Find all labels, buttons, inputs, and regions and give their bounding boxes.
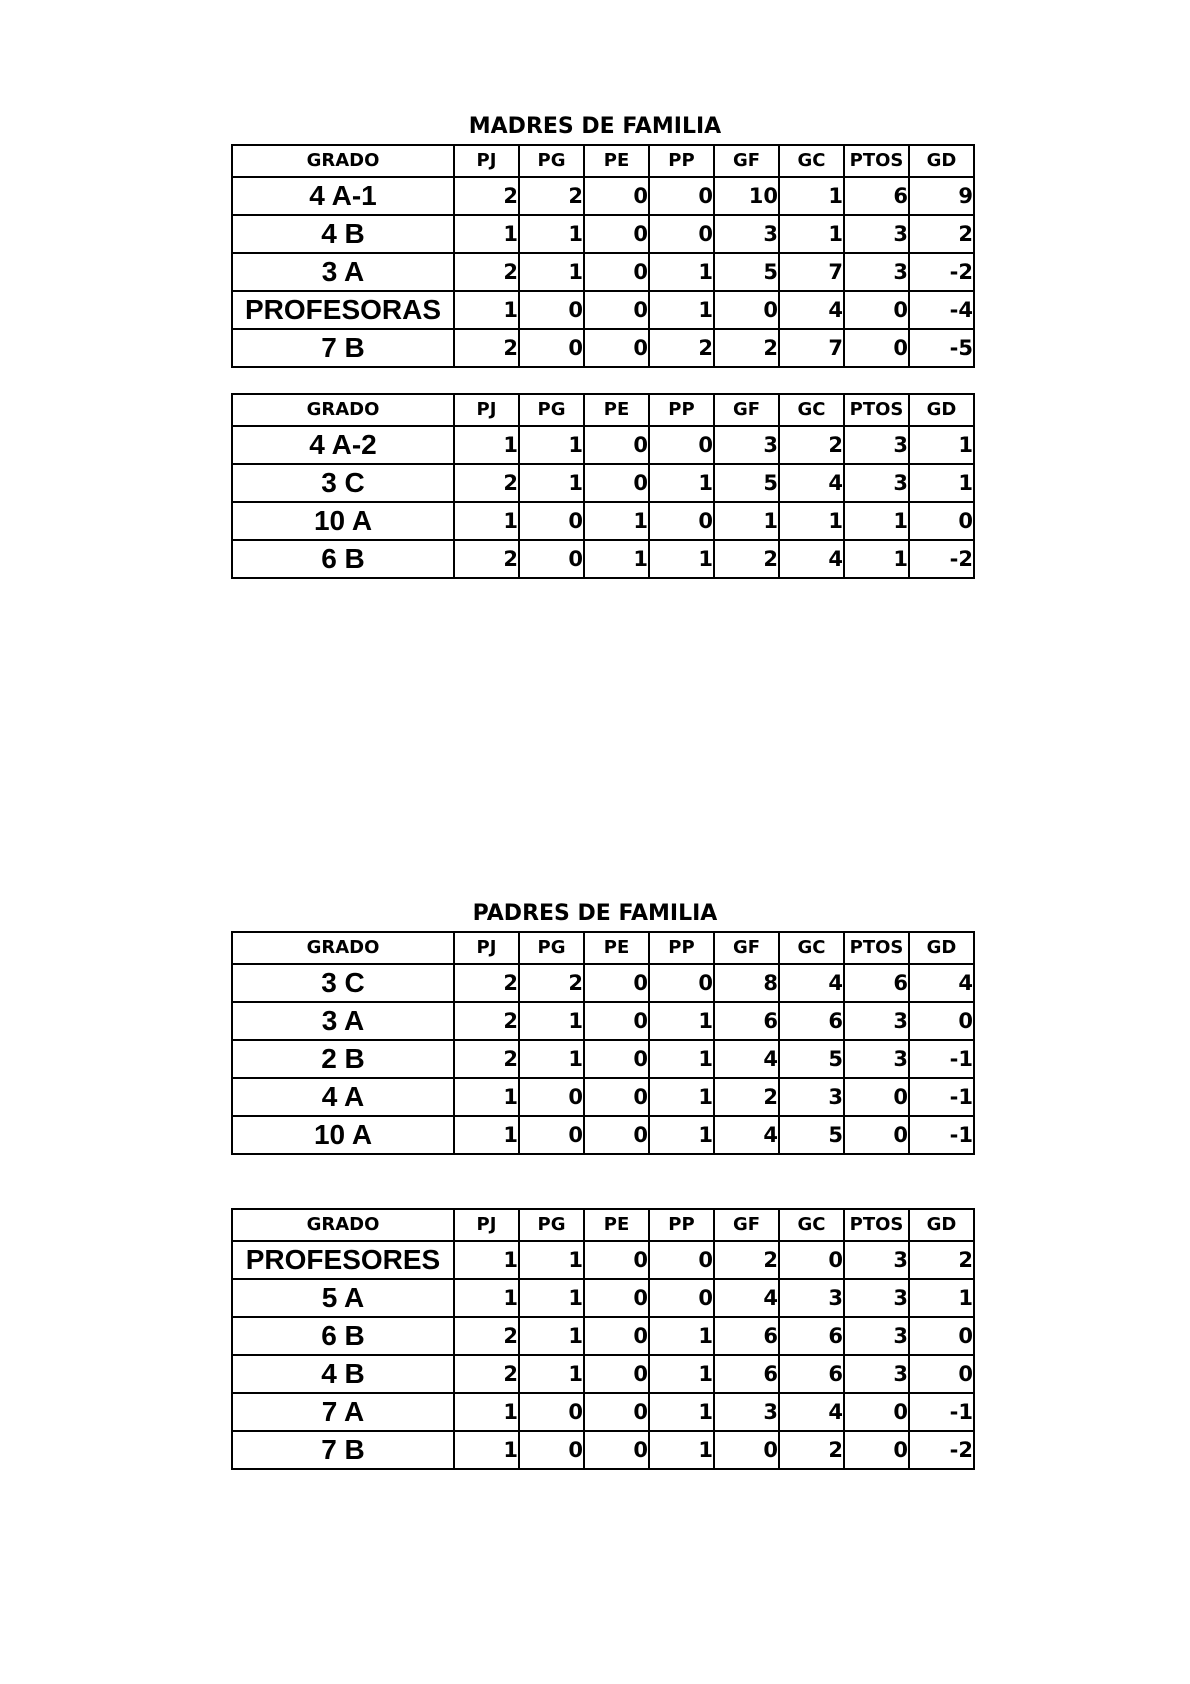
stat-cell: 7: [779, 253, 844, 291]
stat-cell: 0: [584, 464, 649, 502]
stat-cell: 1: [909, 1279, 974, 1317]
column-header: PTOS: [844, 1209, 909, 1241]
stat-cell: 1: [454, 1279, 519, 1317]
stat-cell: 1: [454, 426, 519, 464]
madres-table-1: [231, 144, 975, 368]
team-name-cell: 2 B: [232, 1040, 454, 1078]
column-header: GC: [779, 394, 844, 426]
stat-cell: 2: [714, 1078, 779, 1116]
column-header: GF: [714, 145, 779, 177]
stat-cell: 6: [779, 1355, 844, 1393]
stat-cell: -1: [909, 1078, 974, 1116]
team-name-cell: 7 B: [232, 329, 454, 367]
stat-cell: 0: [519, 1431, 584, 1469]
stat-cell: 3: [844, 253, 909, 291]
stat-cell: 0: [584, 1040, 649, 1078]
table-row: [232, 1393, 974, 1431]
team-name-cell: 3 A: [232, 253, 454, 291]
stat-cell: 1: [454, 1393, 519, 1431]
stat-cell: 1: [649, 1317, 714, 1355]
stat-cell: 0: [584, 1317, 649, 1355]
stat-cell: 1: [519, 464, 584, 502]
stat-cell: 2: [519, 964, 584, 1002]
table-row: [232, 291, 974, 329]
stat-cell: -2: [909, 253, 974, 291]
stat-cell: 0: [584, 253, 649, 291]
stat-cell: 1: [649, 1431, 714, 1469]
column-header: PTOS: [844, 932, 909, 964]
stat-cell: 1: [584, 540, 649, 578]
stat-cell: 1: [454, 215, 519, 253]
column-header: PJ: [454, 145, 519, 177]
column-header: GD: [909, 932, 974, 964]
stat-cell: 2: [909, 215, 974, 253]
table-row: [232, 1279, 974, 1317]
team-name-cell: PROFESORAS: [232, 291, 454, 329]
column-header: GF: [714, 932, 779, 964]
stat-cell: 2: [779, 426, 844, 464]
table-row: [232, 253, 974, 291]
column-header: GC: [779, 1209, 844, 1241]
table-row: [232, 1431, 974, 1469]
team-name-cell: 4 A-1: [232, 177, 454, 215]
stat-cell: 2: [454, 329, 519, 367]
team-name-cell: 7 A: [232, 1393, 454, 1431]
stat-cell: 2: [714, 1241, 779, 1279]
stat-cell: -1: [909, 1116, 974, 1154]
stat-cell: 4: [779, 540, 844, 578]
stat-cell: 4: [714, 1040, 779, 1078]
column-header: GRADO: [232, 932, 454, 964]
stat-cell: 1: [649, 1355, 714, 1393]
stat-cell: 1: [649, 1116, 714, 1154]
stat-cell: 1: [519, 1355, 584, 1393]
stat-cell: 5: [779, 1040, 844, 1078]
column-header: GC: [779, 145, 844, 177]
stat-cell: 2: [454, 1355, 519, 1393]
stat-cell: 1: [649, 464, 714, 502]
section-title-madres: MADRES DE FAMILIA: [468, 114, 722, 139]
padres-table-2: [231, 1208, 975, 1470]
stat-cell: 3: [844, 1040, 909, 1078]
stat-cell: 1: [649, 253, 714, 291]
stat-cell: 1: [649, 1040, 714, 1078]
stat-cell: 6: [779, 1317, 844, 1355]
stat-cell: 2: [454, 964, 519, 1002]
stat-cell: 2: [454, 1002, 519, 1040]
column-header: PG: [519, 394, 584, 426]
column-header: PG: [519, 1209, 584, 1241]
stat-cell: 6: [714, 1002, 779, 1040]
table-row: [232, 1317, 974, 1355]
stat-cell: 1: [584, 502, 649, 540]
table-row: [232, 329, 974, 367]
column-header: PP: [649, 145, 714, 177]
stat-cell: -4: [909, 291, 974, 329]
stat-cell: -1: [909, 1393, 974, 1431]
stat-cell: 2: [454, 177, 519, 215]
stat-cell: 0: [649, 426, 714, 464]
column-header: GRADO: [232, 394, 454, 426]
team-name-cell: 10 A: [232, 502, 454, 540]
stat-cell: -1: [909, 1040, 974, 1078]
stat-cell: 0: [519, 540, 584, 578]
table-row: [232, 1116, 974, 1154]
stat-cell: 0: [844, 1431, 909, 1469]
stat-cell: 1: [779, 215, 844, 253]
stat-cell: 0: [649, 502, 714, 540]
stat-cell: 0: [909, 1317, 974, 1355]
stat-cell: 3: [844, 1317, 909, 1355]
team-name-cell: 3 A: [232, 1002, 454, 1040]
stat-cell: 4: [714, 1116, 779, 1154]
team-name-cell: 3 C: [232, 964, 454, 1002]
team-name-cell: 4 B: [232, 1355, 454, 1393]
table-row: [232, 1040, 974, 1078]
table-row: [232, 1002, 974, 1040]
stat-cell: 1: [519, 1002, 584, 1040]
stat-cell: 0: [649, 215, 714, 253]
stat-cell: 2: [714, 329, 779, 367]
stat-cell: 3: [844, 1002, 909, 1040]
column-header: PG: [519, 932, 584, 964]
stat-cell: 0: [584, 291, 649, 329]
table-row: [232, 177, 974, 215]
section-title-padres: PADRES DE FAMILIA: [472, 901, 718, 926]
stat-cell: 0: [584, 1393, 649, 1431]
stat-cell: 1: [714, 502, 779, 540]
stat-cell: 3: [779, 1279, 844, 1317]
column-header: GD: [909, 145, 974, 177]
table-row: [232, 464, 974, 502]
table-row: [232, 1241, 974, 1279]
stat-cell: 3: [844, 426, 909, 464]
column-header: PE: [584, 145, 649, 177]
column-header: GRADO: [232, 1209, 454, 1241]
column-header: PE: [584, 394, 649, 426]
stat-cell: 0: [844, 291, 909, 329]
stat-cell: 1: [844, 502, 909, 540]
stat-cell: 2: [909, 1241, 974, 1279]
stat-cell: 0: [649, 177, 714, 215]
stat-cell: 3: [714, 426, 779, 464]
stat-cell: 0: [909, 1002, 974, 1040]
stat-cell: 10: [714, 177, 779, 215]
table-row: [232, 1355, 974, 1393]
column-header: PP: [649, 1209, 714, 1241]
stat-cell: 2: [779, 1431, 844, 1469]
stat-cell: 1: [649, 1078, 714, 1116]
stat-cell: 0: [584, 177, 649, 215]
stat-cell: 0: [844, 329, 909, 367]
stat-cell: 6: [844, 964, 909, 1002]
stat-cell: 1: [519, 1040, 584, 1078]
column-header: PJ: [454, 1209, 519, 1241]
stat-cell: 1: [519, 215, 584, 253]
stat-cell: 0: [584, 215, 649, 253]
stat-cell: 1: [454, 1116, 519, 1154]
stat-cell: 0: [909, 1355, 974, 1393]
stat-cell: 1: [519, 1241, 584, 1279]
stat-cell: 5: [714, 464, 779, 502]
stat-cell: 1: [649, 1393, 714, 1431]
table-row: [232, 540, 974, 578]
stat-cell: 1: [909, 426, 974, 464]
stat-cell: 6: [844, 177, 909, 215]
team-name-cell: 4 A-2: [232, 426, 454, 464]
stat-cell: 0: [844, 1116, 909, 1154]
stat-cell: 0: [779, 1241, 844, 1279]
stat-cell: 2: [454, 464, 519, 502]
column-header: GD: [909, 1209, 974, 1241]
stat-cell: 3: [714, 1393, 779, 1431]
stat-cell: 5: [714, 253, 779, 291]
stat-cell: 0: [584, 1279, 649, 1317]
stat-cell: 4: [779, 464, 844, 502]
header-row: [232, 394, 974, 426]
stat-cell: 1: [909, 464, 974, 502]
stat-cell: 6: [714, 1355, 779, 1393]
stat-cell: 1: [519, 1279, 584, 1317]
stat-cell: 1: [844, 540, 909, 578]
stat-cell: 0: [519, 329, 584, 367]
stat-cell: 1: [649, 1002, 714, 1040]
team-name-cell: 7 B: [232, 1431, 454, 1469]
stat-cell: 0: [584, 1116, 649, 1154]
stat-cell: -2: [909, 1431, 974, 1469]
stat-cell: 0: [844, 1393, 909, 1431]
stat-cell: 3: [844, 1279, 909, 1317]
stat-cell: 2: [454, 253, 519, 291]
stat-cell: 4: [909, 964, 974, 1002]
column-header: GRADO: [232, 145, 454, 177]
team-name-cell: 6 B: [232, 1317, 454, 1355]
stat-cell: 0: [714, 291, 779, 329]
stat-cell: 0: [519, 502, 584, 540]
stat-cell: 2: [714, 540, 779, 578]
stat-cell: 1: [779, 177, 844, 215]
stat-cell: 0: [844, 1078, 909, 1116]
stat-cell: 0: [584, 1002, 649, 1040]
stat-cell: 4: [779, 964, 844, 1002]
stat-cell: 0: [519, 1078, 584, 1116]
stat-cell: -5: [909, 329, 974, 367]
team-name-cell: 6 B: [232, 540, 454, 578]
stat-cell: 0: [649, 1279, 714, 1317]
stat-cell: 0: [519, 1393, 584, 1431]
stat-cell: 3: [779, 1078, 844, 1116]
header-row: [232, 932, 974, 964]
header-row: [232, 1209, 974, 1241]
stat-cell: -2: [909, 540, 974, 578]
team-name-cell: 4 B: [232, 215, 454, 253]
stat-cell: 0: [584, 1431, 649, 1469]
stat-cell: 0: [584, 1241, 649, 1279]
stat-cell: 1: [519, 253, 584, 291]
stat-cell: 3: [844, 1355, 909, 1393]
stat-cell: 2: [519, 177, 584, 215]
stat-cell: 2: [454, 1040, 519, 1078]
madres-table-2: [231, 393, 975, 579]
stat-cell: 0: [584, 964, 649, 1002]
team-name-cell: 4 A: [232, 1078, 454, 1116]
stat-cell: 1: [649, 540, 714, 578]
stat-cell: 1: [454, 1078, 519, 1116]
team-name-cell: 3 C: [232, 464, 454, 502]
column-header: GF: [714, 394, 779, 426]
stat-cell: 0: [584, 426, 649, 464]
stat-cell: 1: [519, 1317, 584, 1355]
stat-cell: 0: [909, 502, 974, 540]
stat-cell: 1: [779, 502, 844, 540]
table-row: [232, 426, 974, 464]
table-row: [232, 502, 974, 540]
padres-table-1: [231, 931, 975, 1155]
stat-cell: 0: [519, 1116, 584, 1154]
stat-cell: 4: [714, 1279, 779, 1317]
stat-cell: 2: [649, 329, 714, 367]
column-header: GF: [714, 1209, 779, 1241]
column-header: PTOS: [844, 394, 909, 426]
column-header: PJ: [454, 394, 519, 426]
stat-cell: 1: [649, 291, 714, 329]
stat-cell: 1: [519, 426, 584, 464]
stat-cell: 0: [584, 1355, 649, 1393]
stat-cell: 9: [909, 177, 974, 215]
stat-cell: 0: [584, 1078, 649, 1116]
stat-cell: 1: [454, 1241, 519, 1279]
stat-cell: 0: [649, 964, 714, 1002]
stat-cell: 1: [454, 502, 519, 540]
stat-cell: 1: [454, 291, 519, 329]
stat-cell: 2: [454, 1317, 519, 1355]
table-row: [232, 964, 974, 1002]
column-header: PTOS: [844, 145, 909, 177]
table-row: [232, 215, 974, 253]
stat-cell: 3: [844, 215, 909, 253]
stat-cell: 4: [779, 291, 844, 329]
stat-cell: 6: [714, 1317, 779, 1355]
stat-cell: 3: [844, 1241, 909, 1279]
stat-cell: 0: [584, 329, 649, 367]
stat-cell: 7: [779, 329, 844, 367]
team-name-cell: 5 A: [232, 1279, 454, 1317]
column-header: PP: [649, 932, 714, 964]
stat-cell: 0: [519, 291, 584, 329]
stat-cell: 3: [844, 464, 909, 502]
stat-cell: 0: [649, 1241, 714, 1279]
team-name-cell: PROFESORES: [232, 1241, 454, 1279]
team-name-cell: 10 A: [232, 1116, 454, 1154]
column-header: GD: [909, 394, 974, 426]
stat-cell: 3: [714, 215, 779, 253]
header-row: [232, 145, 974, 177]
stat-cell: 5: [779, 1116, 844, 1154]
stat-cell: 2: [454, 540, 519, 578]
stat-cell: 8: [714, 964, 779, 1002]
stat-cell: 1: [454, 1431, 519, 1469]
stat-cell: 6: [779, 1002, 844, 1040]
column-header: PE: [584, 932, 649, 964]
column-header: PJ: [454, 932, 519, 964]
stat-cell: 4: [779, 1393, 844, 1431]
column-header: PP: [649, 394, 714, 426]
column-header: PE: [584, 1209, 649, 1241]
column-header: PG: [519, 145, 584, 177]
column-header: GC: [779, 932, 844, 964]
stat-cell: 0: [714, 1431, 779, 1469]
table-row: [232, 1078, 974, 1116]
